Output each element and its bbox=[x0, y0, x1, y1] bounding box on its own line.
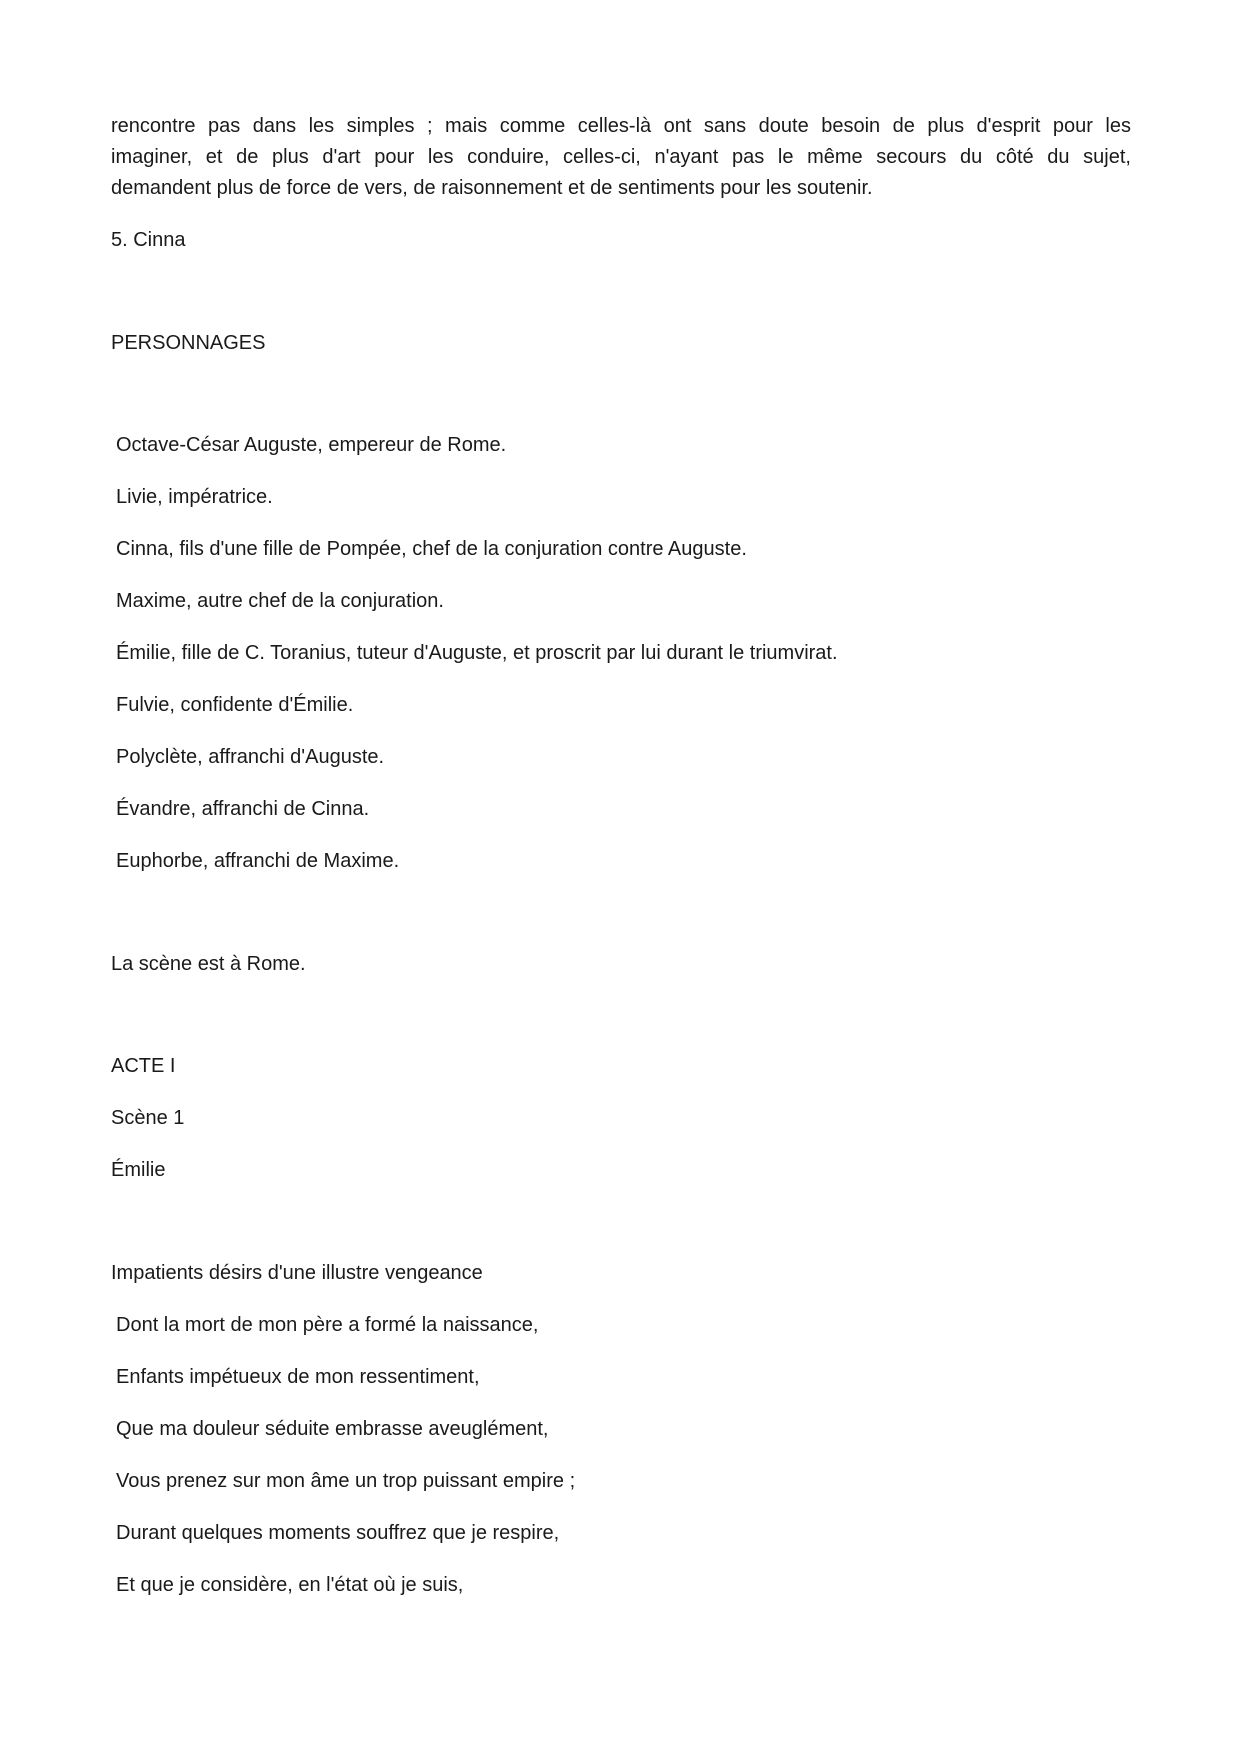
act-heading: ACTE I bbox=[111, 1055, 176, 1077]
character-item: Maxime, autre chef de la conjuration. bbox=[116, 590, 444, 612]
character-item: Polyclète, affranchi d'Auguste. bbox=[116, 746, 385, 768]
verse-line: Vous prenez sur mon âme un trop puissant empire ; bbox=[116, 1470, 576, 1492]
intro-paragraph bbox=[111, 111, 1131, 204]
character-item: Émilie, fille de C. Toranius, tuteur d'Auguste, et proscrit par lui durant le triumvirat. bbox=[116, 642, 838, 664]
character-item: Euphorbe, affranchi de Maxime. bbox=[116, 850, 400, 872]
intro-line-2: imaginer, et de plus d'art pour les conduire, celles-ci, n'ayant pas le même secours du côté du sujet, bbox=[111, 146, 1131, 168]
speaker-name: Émilie bbox=[111, 1159, 166, 1181]
verse-line: Dont la mort de mon père a formé la naissance, bbox=[116, 1314, 539, 1336]
section-title: 5. Cinna bbox=[111, 229, 186, 251]
verse-line: Et que je considère, en l'état où je suis, bbox=[116, 1574, 464, 1596]
verse-line: Impatients désirs d'une illustre vengeance bbox=[111, 1262, 483, 1284]
verse-line: Enfants impétueux de mon ressentiment, bbox=[116, 1366, 480, 1388]
intro-line-1: rencontre pas dans les simples ; mais comme celles-là ont sans doute besoin de plus d'esprit pour les bbox=[111, 115, 1131, 137]
character-item: Fulvie, confidente d'Émilie. bbox=[116, 694, 354, 716]
verse-line: Que ma douleur séduite embrasse aveuglément, bbox=[116, 1418, 549, 1440]
character-item: Livie, impératrice. bbox=[116, 486, 273, 508]
setting-line: La scène est à Rome. bbox=[111, 953, 306, 975]
character-item: Évandre, affranchi de Cinna. bbox=[116, 798, 370, 820]
characters-heading: PERSONNAGES bbox=[111, 332, 266, 354]
character-item: Octave-César Auguste, empereur de Rome. bbox=[116, 434, 507, 456]
verse-line: Durant quelques moments souffrez que je respire, bbox=[116, 1522, 560, 1544]
scene-heading: Scène 1 bbox=[111, 1107, 185, 1129]
character-item: Cinna, fils d'une fille de Pompée, chef de la conjuration contre Auguste. bbox=[116, 538, 747, 560]
intro-line-3: demandent plus de force de vers, de raisonnement et de sentiments pour les soutenir. bbox=[111, 177, 873, 199]
